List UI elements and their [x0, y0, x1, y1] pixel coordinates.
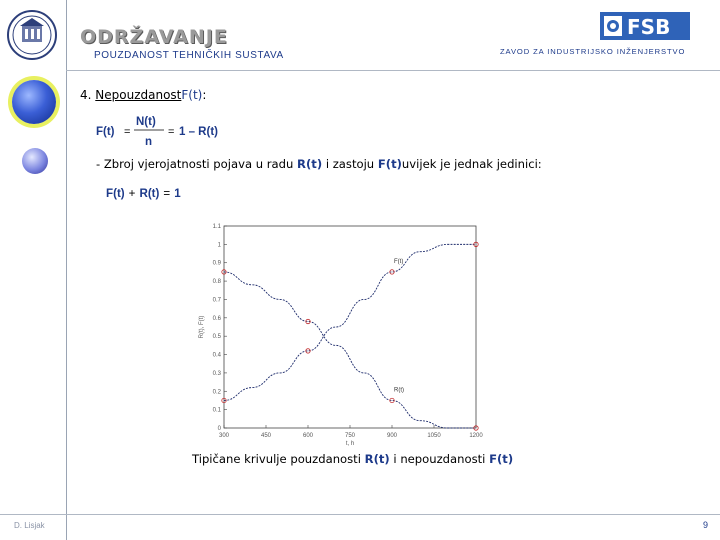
- y-tick-label: 0.7: [212, 297, 221, 304]
- caption-f: F(t): [489, 452, 514, 466]
- formula1-lhs: F(t): [96, 126, 115, 138]
- reliability-chart: [194, 222, 494, 446]
- y-tick-label: 0.9: [212, 260, 221, 267]
- author-name: D. Lisjak: [14, 521, 45, 530]
- y-tick-label: 0.2: [212, 389, 221, 396]
- caption-r: R(t): [364, 452, 390, 466]
- x-axis-label: t, h: [345, 441, 355, 446]
- page-number: 9: [702, 520, 708, 530]
- series-label-1: R(t): [394, 387, 404, 394]
- section-symbol: F(t): [181, 88, 203, 102]
- formula2-c: 1: [174, 187, 181, 200]
- formula2-plus: +: [128, 187, 136, 200]
- x-tick-label: 600: [302, 433, 314, 439]
- para-part1: - Zbroj vjerojatnosti pojava u radu: [96, 157, 294, 171]
- section-title: Nepouzdanost: [95, 88, 182, 102]
- formula1-numerator: N(t): [136, 116, 156, 128]
- y-tick-label: 0: [217, 426, 221, 432]
- formula1-denominator: n: [145, 136, 153, 148]
- fsb-logo-icon: [600, 12, 690, 40]
- formula2-a: F(t): [106, 187, 125, 200]
- decorative-small-sphere-icon: [22, 148, 48, 174]
- caption-text: Tipičane krivulje pouzdanosti: [192, 452, 361, 466]
- series-line-0: [224, 244, 476, 400]
- formula1-eq2: =: [168, 126, 175, 138]
- formula2-eq: =: [163, 187, 171, 200]
- x-tick-label: 900: [386, 433, 398, 439]
- decorative-blue-sphere-icon: [12, 80, 56, 124]
- plot-frame: [224, 226, 476, 428]
- logo-text: FSB: [627, 15, 671, 39]
- section-colon: :: [202, 88, 207, 102]
- x-tick-label: 450: [260, 433, 272, 439]
- y-axis-label: R(t), F(t): [199, 315, 205, 339]
- para-r: R(t): [297, 157, 323, 171]
- section-number: 4.: [80, 88, 92, 102]
- footer-divider: [0, 514, 720, 515]
- institute-name: ZAVOD ZA INDUSTRIJSKO INŽENJERSTVO: [500, 47, 686, 56]
- formula1-eq1: =: [124, 126, 131, 138]
- caption-mid: i nepouzdanosti: [393, 452, 486, 466]
- sum-statement: [96, 157, 542, 171]
- y-tick-label: 0.8: [212, 279, 221, 286]
- para-part3: uvijek je jednak jedinici:: [401, 157, 542, 171]
- formula2-b: R(t): [139, 187, 160, 200]
- para-part2: i zastoju: [325, 157, 375, 171]
- series-line-1: [224, 272, 476, 428]
- university-seal-icon: [6, 6, 58, 64]
- formula1-rhs: 1 – R(t): [179, 126, 218, 138]
- series-label-0: F(t): [394, 258, 404, 265]
- slide-title: ODRŽAVANJE: [80, 26, 228, 48]
- y-tick-label: 1.1: [212, 224, 221, 230]
- section-heading: [80, 88, 206, 102]
- x-tick-label: 300: [218, 433, 230, 439]
- formula-unreliability: [96, 114, 236, 150]
- y-tick-label: 0.4: [212, 352, 221, 359]
- formula-sum: [106, 187, 181, 200]
- para-f: F(t): [377, 157, 402, 171]
- x-tick-label: 750: [344, 433, 356, 439]
- y-tick-label: 0.3: [212, 370, 221, 377]
- chart-caption: [192, 452, 513, 466]
- slide-subtitle: POUZDANOST TEHNIČKIH SUSTAVA: [94, 50, 284, 61]
- y-tick-label: 0.6: [212, 315, 221, 322]
- y-tick-label: 0.5: [212, 334, 221, 341]
- y-tick-label: 0.1: [212, 407, 221, 414]
- x-tick-label: 1200: [469, 433, 483, 439]
- x-tick-label: 1050: [427, 433, 441, 439]
- y-tick-label: 1: [217, 242, 221, 249]
- header-divider: [66, 70, 720, 71]
